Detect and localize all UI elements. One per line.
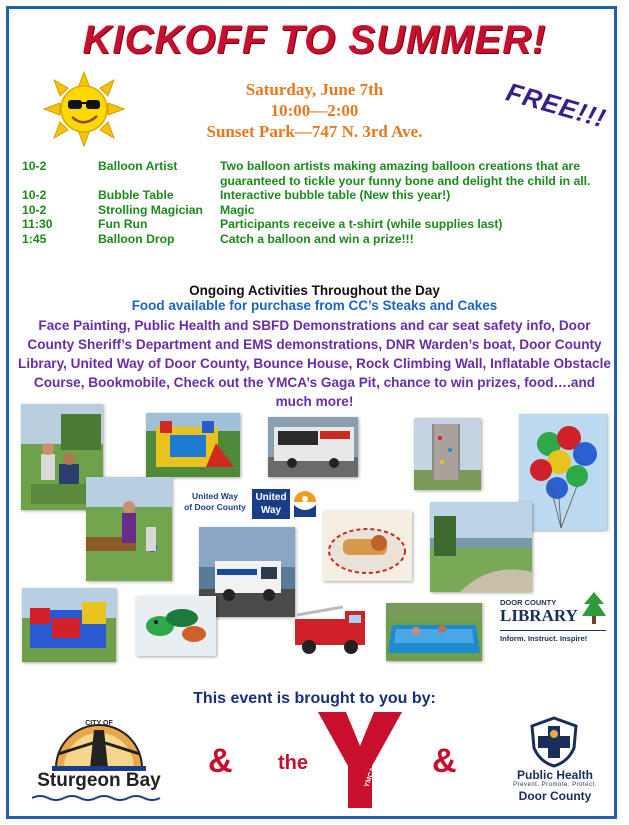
event-time: 10:00—2:00	[270, 101, 359, 120]
event-date: Saturday, June 7th	[245, 80, 384, 99]
schedule-time: 10-2	[22, 159, 47, 173]
ongoing-heading: Ongoing Activities Throughout the Day	[189, 283, 440, 298]
free-badge: FREE!!!	[502, 76, 610, 134]
schedule-row	[22, 188, 614, 203]
city-of-sturgeon-bay-logo	[22, 714, 176, 802]
photo-food-plate	[323, 511, 412, 581]
ymca-y-icon	[318, 712, 402, 808]
schedule-row	[22, 217, 614, 232]
ymca-the: the	[278, 752, 308, 774]
schedule-list	[22, 159, 614, 246]
schedule-name: Balloon Artist	[98, 159, 178, 173]
united-way-badge-line2: Way	[260, 505, 282, 516]
schedule-row	[22, 232, 614, 247]
photo-food-truck	[268, 417, 358, 477]
united-way-line2: of Door County	[184, 502, 246, 512]
schedule-time: 1:45	[22, 231, 47, 246]
schedule-row	[22, 203, 614, 218]
schedule-desc: Interactive bubble table (New this year!)	[220, 188, 451, 202]
library-tagline: Inform. Instruct. Inspire!	[500, 634, 588, 643]
pine-tree-icon	[582, 592, 606, 626]
public-health-tagline: Prevent. Promote. Protect.	[513, 782, 597, 788]
food-vendor-text: Food available for purchase from CC’s Steaks and Cakes	[131, 298, 498, 313]
united-way-line1: United Way	[192, 491, 238, 501]
united-way-logo	[180, 489, 320, 519]
schedule-name: Strolling Magician	[98, 202, 203, 217]
city-of-label: CITY OF	[85, 720, 113, 727]
united-way-hand-icon	[292, 489, 318, 519]
schedule-name: Fun Run	[98, 217, 148, 231]
photo-balloons	[519, 414, 607, 530]
photo-gaga-pit	[386, 603, 482, 661]
schedule-time: 10-2	[22, 188, 47, 202]
schedule-desc: Magic	[220, 202, 255, 217]
sponsor-ampersand: &	[208, 742, 233, 780]
united-way-badge-line1: United	[255, 492, 287, 503]
photo-climbing-wall	[414, 418, 481, 490]
fire-truck-icon	[289, 601, 373, 657]
photo-bounce-house	[146, 413, 240, 477]
schedule-time: 11:30	[22, 217, 53, 231]
door-county-library-logo	[500, 592, 608, 656]
photo-obstacle-course	[22, 588, 116, 662]
public-health-line2: Door County	[518, 789, 592, 803]
schedule-desc: Two balloon artists making amazing balloon creations that are guaranteed to tickle your funny bone and delight the child in all.	[220, 159, 591, 188]
public-health-door-county-logo	[494, 716, 616, 806]
public-health-shield-icon	[528, 716, 580, 768]
schedule-desc: Catch a balloon and win a prize!!!	[220, 231, 414, 246]
schedule-time: 10-2	[22, 202, 47, 217]
event-location: Sunset Park—747 N. 3rd Ave.	[206, 122, 423, 141]
event-title: KICKOFF TO SUMMER!	[82, 18, 547, 62]
city-name: Sturgeon Bay	[37, 770, 161, 791]
ymca-logo	[278, 712, 408, 808]
photo-face-painting	[86, 477, 172, 581]
activities-text: Face Painting, Public Health and SBFD Demonstrations and car seat safety info, Door County Sheriff’s Department and EMS demonstrations, DNR Warden’s boat, Door County Library, United Way of Door County, Bounce House, Rock Climbing Wall, Inflatable Obstacle Course, Bookmobile, Check out the YMCA’s Gaga Pit, chance to win prizes, food….and much more!	[18, 318, 611, 409]
library-line1: DOOR COUNTY	[500, 598, 557, 607]
schedule-name: Bubble Table	[98, 188, 174, 202]
photo-balloon-animal	[136, 596, 216, 656]
photo-park-lake	[430, 502, 532, 592]
schedule-name: Balloon Drop	[98, 231, 175, 246]
library-line2: LIBRARY	[500, 606, 578, 625]
sponsors-heading: This event is brought to you by:	[193, 690, 436, 707]
water-waves-icon	[32, 794, 166, 802]
public-health-line1: Public Health	[516, 768, 593, 782]
schedule-row	[22, 159, 614, 188]
sponsor-ampersand: &	[432, 742, 457, 780]
ymca-mark: YMCA	[363, 766, 378, 789]
schedule-desc: Participants receive a t-shirt (while supplies last)	[220, 217, 503, 231]
